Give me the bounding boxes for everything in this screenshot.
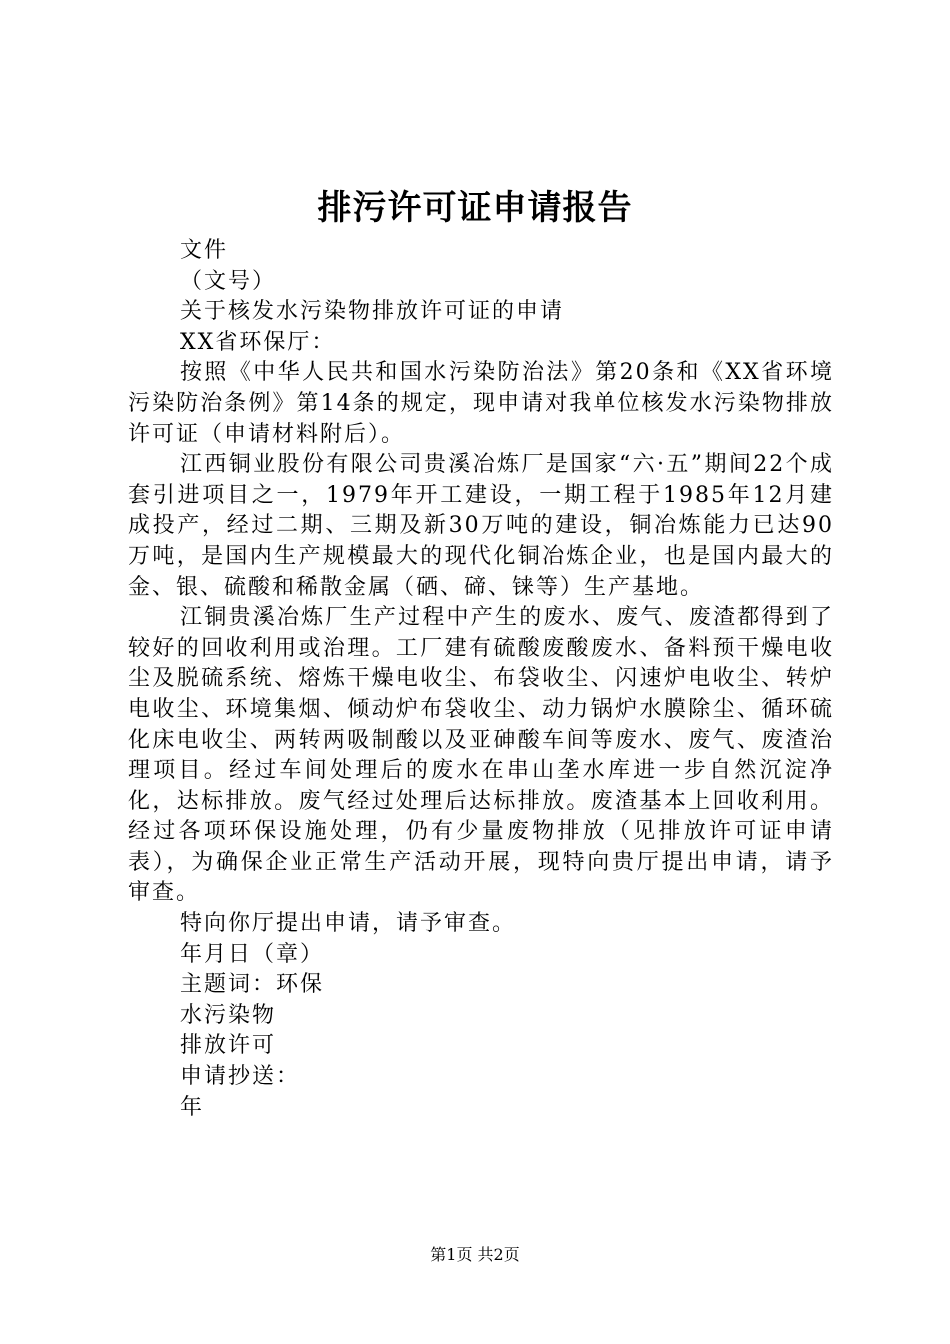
closing-line-keywords: 主题词：环保: [180, 972, 325, 998]
closing-line-cc: 申请抄送：: [180, 1064, 301, 1090]
page-number-footer: 第1页 共2页: [430, 1245, 520, 1264]
closing-line-request: 特向你厅提出申请，请予审查。: [180, 911, 517, 937]
header-line-file: 文件: [180, 238, 229, 263]
document-title: 排污许可证申请报告: [317, 188, 633, 228]
closing-line-date-seal: 年月日（章）: [180, 941, 325, 967]
header-line-recipient: XX省环保厅：: [180, 329, 336, 355]
closing-line-keyword-permit: 排放许可: [180, 1033, 277, 1059]
closing-line-year: 年: [180, 1094, 205, 1120]
paragraph-legal-basis: 按照《中华人民共和国水污染防治法》第20条和《XX省环境污染防治条例》第14条的规定，现申请对我单位核发水污染物排放许可证（申请材料附后）。: [128, 360, 834, 447]
paragraph-company-intro: 江西铜业股份有限公司贵溪冶炼厂是国家“六·五”期间22个成套引进项目之一，1979年开工建设，一期工程于1985年12月建成投产，经过二期、三期及新30万吨的建设，铜冶炼能力已达90万吨，是国内生产规模最大的现代化铜冶炼企业，也是国内最大的金、银、硫酸和稀散金属（硒、碲、铼等）生产基地。: [128, 452, 834, 600]
header-line-subject: 关于核发水污染物排放许可证的申请: [180, 299, 565, 325]
document-body: [128, 236, 834, 1123]
paragraph-pollution-control: 江铜贵溪冶炼厂生产过程中产生的废水、废气、废渣都得到了较好的回收利用或治理。工厂建有硫酸废酸废水、备料预干燥电收尘及脱硫系统、熔炼干燥电收尘、布袋收尘、闪速炉电收尘、转炉电收尘、环境集烟、倾动炉布袋收尘、动力锅炉水膜除尘、循环硫化床电收尘、两转两吸制酸以及亚砷酸车间等废水、废气、废渣治理项目。经过车间处理后的废水在串山垄水库进一步自然沉淀净化，达标排放。废气经过处理后达标排放。废渣基本上回收利用。经过各项环保设施处理，仍有少量废物排放（见排放许可证申请表），为确保企业正常生产活动开展，现特向贵厅提出申请，请予审查。: [128, 605, 834, 906]
header-line-doc-number: （文号）: [180, 268, 277, 294]
closing-line-keyword-water: 水污染物: [180, 1002, 277, 1028]
